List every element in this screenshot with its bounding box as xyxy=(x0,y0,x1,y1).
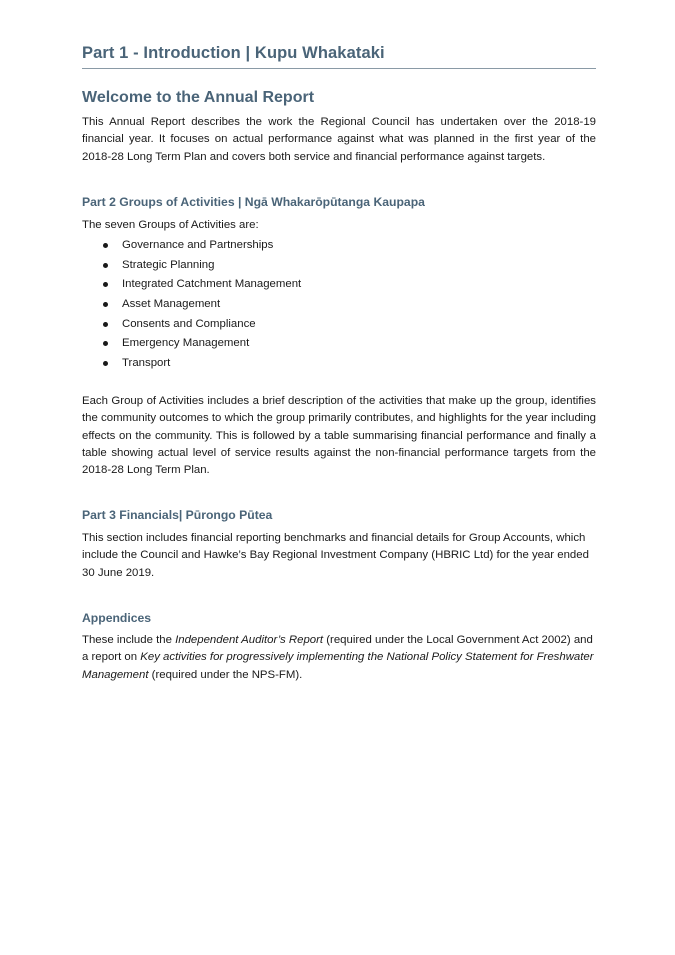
appendices-text-2: (required under the Local Government Act 2002) and a report on xyxy=(82,634,593,664)
bullet-icon xyxy=(103,302,108,307)
welcome-heading: Welcome to the Annual Report xyxy=(82,89,315,106)
bullet-icon xyxy=(103,282,108,287)
nps-freshwater-report-title: Key activities for progressively implementing the National Policy Statement for Freshwater Management xyxy=(82,651,594,681)
part2-heading: Part 2 Groups of Activities | Ngā Whakarōpūtanga Kaupapa xyxy=(82,195,425,209)
page-title: Part 1 - Introduction | Kupu Whakataki xyxy=(82,44,385,62)
part3-paragraph: This section includes financial reporting benchmarks and financial details for Group Accounts, which include the Council and Hawke’s Bay Regional Investment Company (HBRIC Ltd) for the year ended 30 June 2019. xyxy=(82,532,589,579)
list-item-label: Consents and Compliance xyxy=(122,317,256,330)
list-item-label: Governance and Partnerships xyxy=(122,239,274,251)
bullet-icon xyxy=(103,263,108,268)
appendices-text-1: These include the xyxy=(82,634,176,646)
list-item xyxy=(82,256,596,276)
list-item-label: Asset Management xyxy=(122,298,221,311)
bullet-icon xyxy=(103,361,108,366)
bullet-icon xyxy=(103,243,108,248)
bullet-icon xyxy=(103,322,108,327)
list-item xyxy=(82,295,596,315)
appendices-paragraph xyxy=(82,632,596,684)
auditors-report-title: Independent Auditor’s Report xyxy=(175,634,324,646)
appendices-heading: Appendices xyxy=(82,611,152,625)
part3-heading: Part 3 Financials| Pūrongo Pūtea xyxy=(82,508,273,522)
list-item-label: Strategic Planning xyxy=(122,258,215,271)
list-item-label: Emergency Management xyxy=(122,337,250,350)
list-item xyxy=(82,236,596,256)
bullet-icon xyxy=(103,341,108,346)
part2-intro: The seven Groups of Activities are: xyxy=(82,219,259,231)
groups-of-activities-list xyxy=(82,236,596,374)
list-item xyxy=(82,315,596,335)
list-item-label: Transport xyxy=(122,357,171,370)
appendices-text-3: (required under the NPS-FM). xyxy=(148,668,303,681)
list-item xyxy=(82,354,596,374)
part2-paragraph: Each Group of Activities includes a brief description of the activities that make up the group, identifies the community outcomes to which the group primarily contributes, and highlights for the year including effects on the community. This is followed by a table summarising financial performance and finally a table showing actual level of service results against the non-financial performance targets from the 2018-28 Long Term Plan. xyxy=(82,395,596,477)
list-item xyxy=(82,334,596,354)
welcome-paragraph: This Annual Report describes the work the Regional Council has undertaken over the 2018-19 financial year. It focuses on actual performance against what was planned in the first year of the 2018-28 Long Term Plan and covers both service and financial performance against targets. xyxy=(82,116,596,163)
title-divider xyxy=(82,68,596,69)
list-item xyxy=(82,275,596,295)
list-item-label: Integrated Catchment Management xyxy=(122,278,302,291)
